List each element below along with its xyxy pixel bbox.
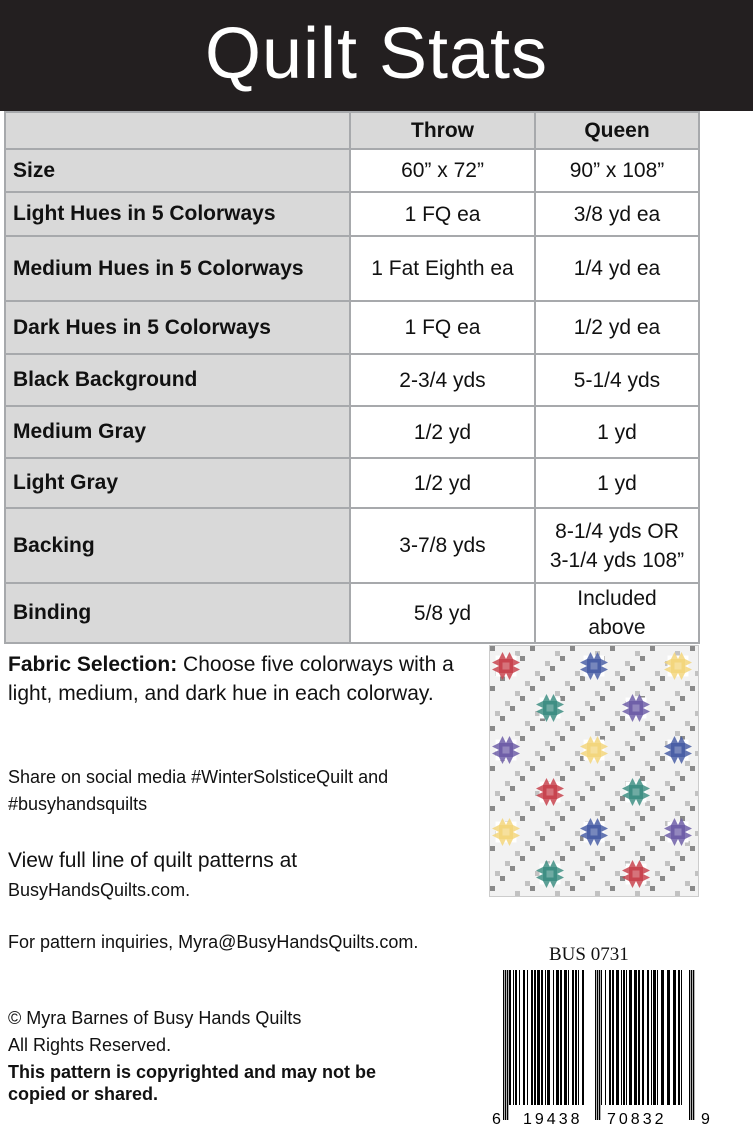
throw-value: 2-3/4 yds	[350, 354, 535, 406]
queen-value: 5-1/4 yds	[535, 354, 699, 406]
row-label: Medium Hues in 5 Colorways	[5, 236, 350, 301]
table-row	[5, 458, 699, 508]
throw-value: 5/8 yd	[350, 583, 535, 643]
quilt-star-block	[536, 694, 564, 722]
quilt-star-block	[536, 860, 564, 888]
copyright-notice: This pattern is copyrighted and may not be copied or shared.	[8, 1062, 377, 1104]
quilt-illustration	[489, 645, 699, 897]
queen-value: 3/8 yd ea	[535, 192, 699, 236]
queen-value: 1 yd	[535, 458, 699, 508]
queen-value: 1/4 yd ea	[535, 236, 699, 301]
throw-value: 1 Fat Eighth ea	[350, 236, 535, 301]
page-title: Quilt Stats	[204, 13, 549, 94]
quilt-star-block	[536, 778, 564, 806]
view-line-2: BusyHandsQuilts.com.	[8, 880, 191, 900]
quilt-star-block	[580, 652, 608, 680]
queen-value: 90” x 108”	[535, 149, 699, 192]
barcode-group-2: 70832	[607, 1111, 667, 1128]
table-row	[5, 236, 699, 301]
copyright-line-1: © Myra Barnes of Busy Hands Quilts	[8, 1008, 302, 1028]
queen-value: 1 yd	[535, 406, 699, 458]
row-label: Binding	[5, 583, 350, 643]
barcode-digit-left: 6	[492, 1111, 501, 1128]
throw-value: 1/2 yd	[350, 458, 535, 508]
quilt-star-block	[664, 818, 692, 846]
queen-value: Included above	[535, 583, 699, 643]
table-header-row	[5, 112, 699, 149]
queen-value: 1/2 yd ea	[535, 301, 699, 354]
quilt-star-block	[664, 652, 692, 680]
fabric-selection-text: Choose five colorways with a light, medium, and dark hue in each colorway.	[8, 653, 454, 705]
quilt-star-block	[492, 736, 520, 764]
throw-value: 3-7/8 yds	[350, 508, 535, 583]
fabric-selection-label: Fabric Selection:	[8, 653, 178, 676]
throw-value: 60” x 72”	[350, 149, 535, 192]
row-label: Black Background	[5, 354, 350, 406]
fabric-selection-note	[8, 650, 488, 708]
copyright-note	[8, 1005, 301, 1059]
row-label: Dark Hues in 5 Colorways	[5, 301, 350, 354]
view-line-1: View full line of quilt patterns at	[8, 849, 298, 872]
column-header-queen: Queen	[535, 112, 699, 149]
barcode-digit-right: 9	[701, 1111, 710, 1128]
barcode-group-1: 19438	[523, 1111, 583, 1128]
table-row	[5, 354, 699, 406]
table-row	[5, 583, 699, 643]
barcode-bars	[503, 970, 694, 1120]
throw-value: 1/2 yd	[350, 406, 535, 458]
table-row	[5, 508, 699, 583]
share-note	[8, 764, 488, 818]
share-line-2: #busyhandsquilts	[8, 794, 148, 814]
copyright-line-2: All Rights Reserved.	[8, 1035, 172, 1055]
barcode	[489, 968, 714, 1128]
quilt-star-block	[622, 860, 650, 888]
quilt-star-block	[580, 818, 608, 846]
row-label: Light Gray	[5, 458, 350, 508]
row-label: Size	[5, 149, 350, 192]
table-row	[5, 149, 699, 192]
table-row	[5, 406, 699, 458]
row-label: Backing	[5, 508, 350, 583]
quilt-star-block	[622, 694, 650, 722]
table-row	[5, 301, 699, 354]
quilt-star-block	[492, 652, 520, 680]
inquiry-note: For pattern inquiries, Myra@BusyHandsQuilts.com.	[8, 932, 419, 952]
quilt-star-block	[580, 736, 608, 764]
sku-label: BUS 0731	[549, 944, 629, 965]
row-label: Medium Gray	[5, 406, 350, 458]
quilt-star-block	[492, 818, 520, 846]
table-row	[5, 192, 699, 236]
quilt-stats-table	[4, 111, 700, 644]
quilt-star-block	[622, 778, 650, 806]
header-bar	[0, 0, 753, 111]
row-label: Light Hues in 5 Colorways	[5, 192, 350, 236]
queen-value: 8-1/4 yds OR 3-1/4 yds 108”	[535, 508, 699, 583]
column-header-throw: Throw	[350, 112, 535, 149]
throw-value: 1 FQ ea	[350, 301, 535, 354]
share-line-1: Share on social media #WinterSolsticeQuilt and	[8, 767, 389, 787]
quilt-star-block	[664, 736, 692, 764]
view-patterns-note	[8, 846, 488, 904]
column-header-blank	[5, 112, 350, 149]
throw-value: 1 FQ ea	[350, 192, 535, 236]
